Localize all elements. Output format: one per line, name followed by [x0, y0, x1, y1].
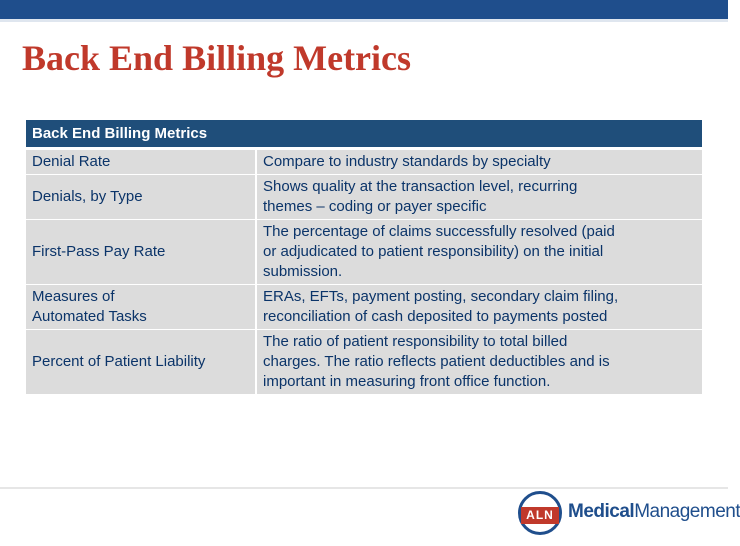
table-row	[26, 175, 702, 220]
metric-line: Denial Rate	[32, 153, 111, 170]
table-header-cell: Back End Billing Metrics	[26, 120, 702, 149]
table-row	[26, 285, 702, 330]
top-banner-divider	[0, 19, 728, 22]
description-cell	[256, 175, 702, 220]
logo-initials: ALN	[526, 508, 554, 522]
metric-line: Automated Tasks	[32, 308, 147, 325]
description-line: The percentage of claims successfully resolved (paid	[263, 223, 615, 240]
metric-cell	[26, 220, 256, 285]
brand-name	[568, 500, 740, 524]
description-cell	[256, 149, 702, 175]
table-header-row	[26, 120, 702, 149]
brand-name-part-1: Medical	[568, 501, 635, 522]
description-cell	[256, 285, 702, 330]
description-line: important in measuring front office function.	[263, 373, 551, 390]
table-row	[26, 149, 702, 175]
aln-logo-icon	[518, 491, 562, 535]
description-line: charges. The ratio reflects patient deductibles and is	[263, 353, 610, 370]
metric-line: Percent of Patient Liability	[32, 353, 206, 370]
brand-name-part-2: Management	[634, 501, 740, 522]
metric-cell	[26, 149, 256, 175]
metric-line: First-Pass Pay Rate	[32, 243, 166, 260]
description-line: or adjudicated to patient responsibility) on the initial	[263, 243, 604, 260]
description-line: Compare to industry standards by specialty	[263, 153, 551, 170]
table-row	[26, 330, 702, 396]
description-cell	[256, 220, 702, 285]
description-line: submission.	[263, 263, 343, 280]
metric-cell	[26, 285, 256, 330]
metric-line: Measures of	[32, 288, 115, 305]
description-line: ERAs, EFTs, payment posting, secondary claim filing,	[263, 288, 619, 305]
metrics-table	[26, 120, 702, 397]
description-cell	[256, 330, 702, 396]
description-line: themes – coding or payer specific	[263, 198, 487, 215]
table-row	[26, 220, 702, 285]
slide-title: Back End Billing Metrics	[22, 38, 412, 78]
description-line: The ratio of patient responsibility to total billed	[263, 333, 568, 350]
metric-cell	[26, 330, 256, 396]
description-line: Shows quality at the transaction level, recurring	[263, 178, 578, 195]
description-line: reconciliation of cash deposited to payments posted	[263, 308, 608, 325]
footer-divider	[0, 487, 728, 489]
top-banner-bar	[0, 0, 728, 19]
metric-cell	[26, 175, 256, 220]
metric-line: Denials, by Type	[32, 188, 143, 205]
